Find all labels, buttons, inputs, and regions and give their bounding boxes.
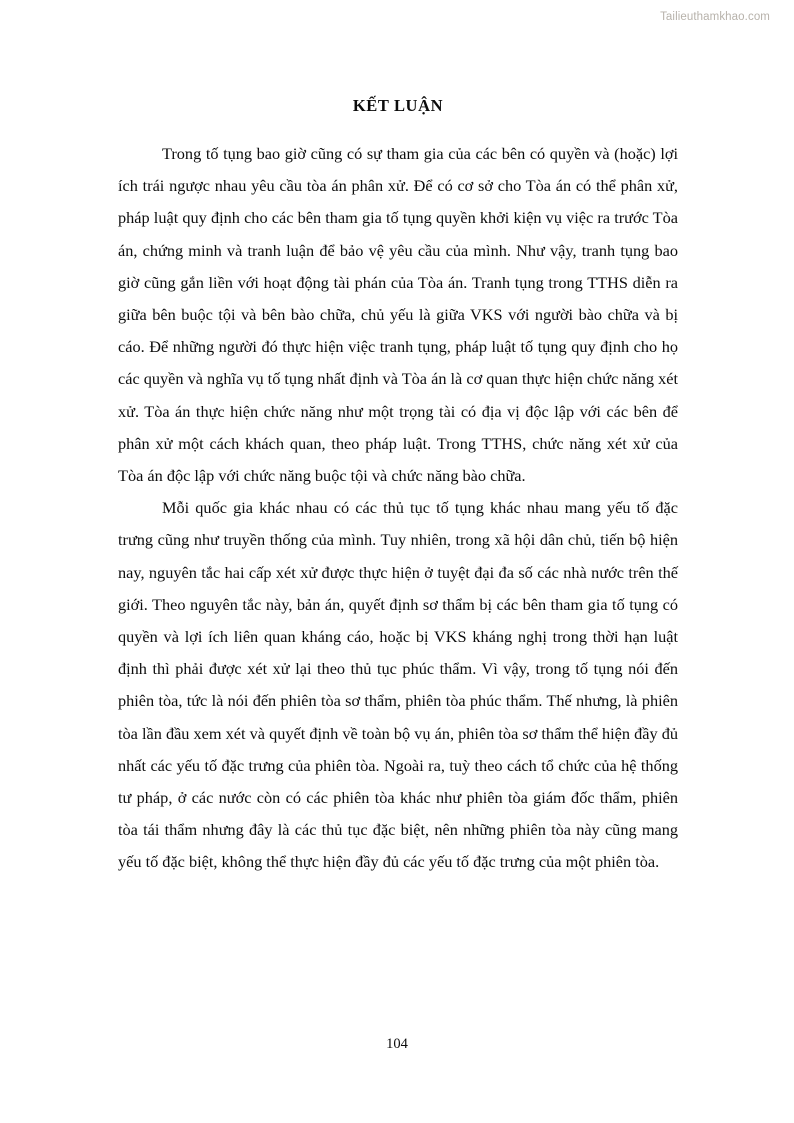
page-title: KẾT LUẬN	[352, 96, 444, 115]
paragraph-1: Trong tố tụng bao giờ cũng có sự tham gia của các bên có quyền và (hoặc) lợi ích trái ngược nhau yêu cầu tòa án phân xử. Để có cơ sở cho Tòa án có thể phân xử, pháp luật quy định cho các bên tham gia tố tụng quyền khởi kiện vụ việc ra trước Tòa án, chứng minh và tranh luận để bảo vệ yêu cầu của mình. Như vậy, tranh tụng bao giờ cũng gắn liền với hoạt động tài phán của Tòa án. Tranh tụng trong TTHS diễn ra giữa bên buộc tội và bên bào chữa, chủ yếu là giữa VKS với người bào chữa và bị cáo. Để những người đó thực hiện việc tranh tụng, pháp luật tố tụng quy định cho họ các quyền và nghĩa vụ tố tụng nhất định và Tòa án là cơ quan thực hiện chức năng xét xử. Tòa án thực hiện chức năng như một trọng tài có địa vị độc lập với các bên để phân xử một cách khách quan, theo pháp luật. Trong TTHS, chức năng xét xử của Tòa án độc lập với chức năng buộc tội và chức năng bào chữa.	[118, 144, 678, 486]
watermark-text: Tailieuthamkhao.com	[660, 11, 770, 23]
page-number: 104	[386, 1036, 408, 1052]
document-body	[118, 96, 678, 879]
paragraph-2: Mỗi quốc gia khác nhau có các thủ tục tố tụng khác nhau mang yếu tố đặc trưng cũng như truyền thống của mình. Tuy nhiên, trong xã hội dân chủ, tiến bộ hiện nay, nguyên tắc hai cấp xét xử được thực hiện ở tuyệt đại đa số các nhà nước trên thế giới. Theo nguyên tắc này, bản án, quyết định sơ thẩm bị các bên tham gia tố tụng có quyền và lợi ích liên quan kháng cáo, hoặc bị VKS kháng nghị trong thời hạn luật định thì phải được xét xử lại theo thủ tục phúc thẩm. Vì vậy, trong tố tụng nói đến phiên tòa, tức là nói đến phiên tòa sơ thẩm, phiên tòa phúc thẩm. Thế nhưng, là phiên tòa lần đầu xem xét và quyết định về toàn bộ vụ án, phiên tòa sơ thẩm thể hiện đầy đủ nhất các yếu tố đặc trưng của phiên tòa. Ngoài ra, tuỳ theo cách tổ chức của hệ thống tư pháp, ở các nước còn có các phiên tòa khác như phiên tòa giám đốc thẩm, phiên tòa tái thẩm nhưng đây là các thủ tục đặc biệt, nên những phiên tòa này cũng mang yếu tố đặc biệt, không thể thực hiện đầy đủ các yếu tố đặc trưng của một phiên tòa.	[118, 498, 678, 872]
